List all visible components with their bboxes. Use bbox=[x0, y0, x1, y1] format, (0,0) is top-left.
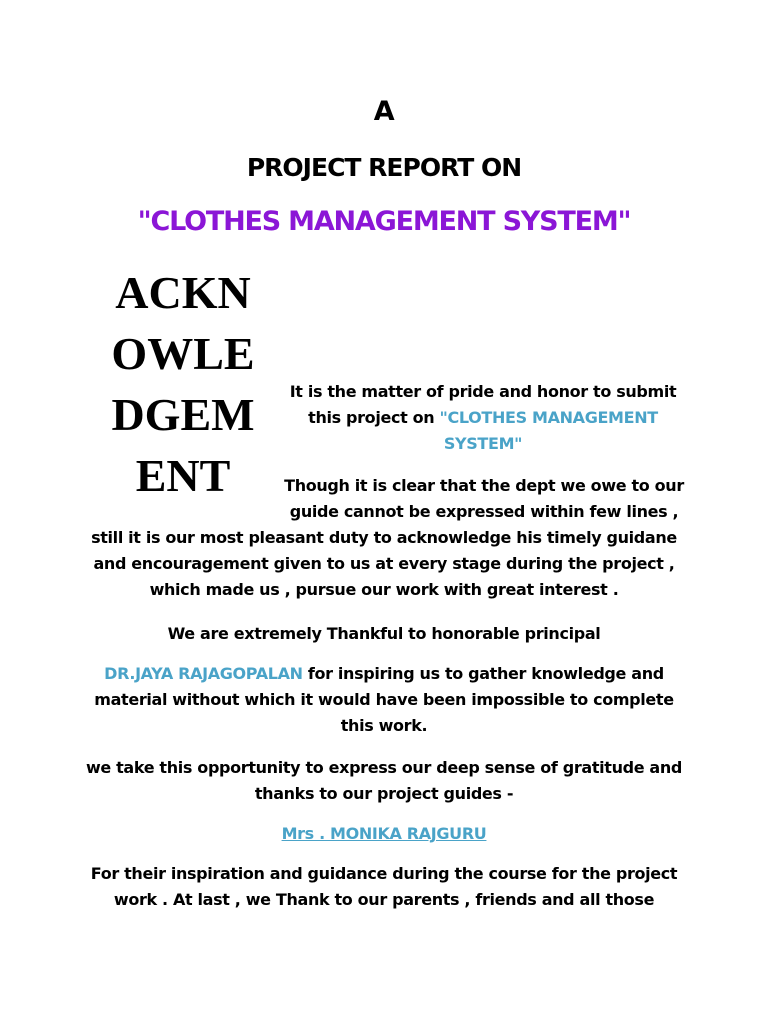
heading-project-report-on: PROJECT REPORT ON bbox=[246, 153, 522, 182]
opportunity-paragraph: we take this opportunity to express our deep sense of gratitude and thanks to our project guides - bbox=[85, 758, 683, 803]
gratitude-line-2: guide cannot be expressed within few lines , bbox=[289, 502, 679, 521]
intro-text: It is the matter of pride and honor to submit this project on bbox=[289, 382, 677, 427]
acknowledgement-line-4: ENT bbox=[135, 450, 231, 501]
principal-paragraph bbox=[80, 661, 688, 739]
guide-paragraph bbox=[80, 821, 688, 847]
gratitude-text: still it is our most pleasant duty to acknowledge his timely guidane and encouragement given to us at every stage during the project , which made us , pursue our work with great interest . bbox=[91, 528, 677, 599]
intro-paragraph bbox=[282, 379, 684, 457]
guide-name: Mrs . MONIKA RAJGURU bbox=[281, 824, 487, 843]
heading-a: A bbox=[373, 96, 395, 127]
heading-project-title: "CLOTHES MANAGEMENT SYSTEM" bbox=[137, 206, 631, 237]
inspiration-paragraph: For their inspiration and guidance during the course for the project work . At last , we Thank to our parents , friends and all those bbox=[90, 864, 678, 909]
acknowledgement-line-3: DGEM bbox=[111, 389, 255, 440]
acknowledgement-line-1: ACKN bbox=[115, 267, 251, 318]
gratitude-line-1: Though it is clear that the dept we owe to our bbox=[284, 476, 684, 495]
thankful-paragraph: We are extremely Thankful to honorable principal bbox=[167, 624, 601, 643]
acknowledgement-heading bbox=[108, 262, 258, 506]
gratitude-paragraph bbox=[80, 473, 688, 603]
intro-project-name: "CLOTHES MANAGEMENT SYSTEM" bbox=[439, 408, 658, 453]
principal-name: DR.JAYA RAJAGOPALAN bbox=[104, 664, 303, 683]
principal-text: for inspiring us to gather knowledge and material without which it would have been impossible to complete this work. bbox=[94, 664, 674, 735]
acknowledgement-line-2: OWLE bbox=[111, 328, 255, 379]
